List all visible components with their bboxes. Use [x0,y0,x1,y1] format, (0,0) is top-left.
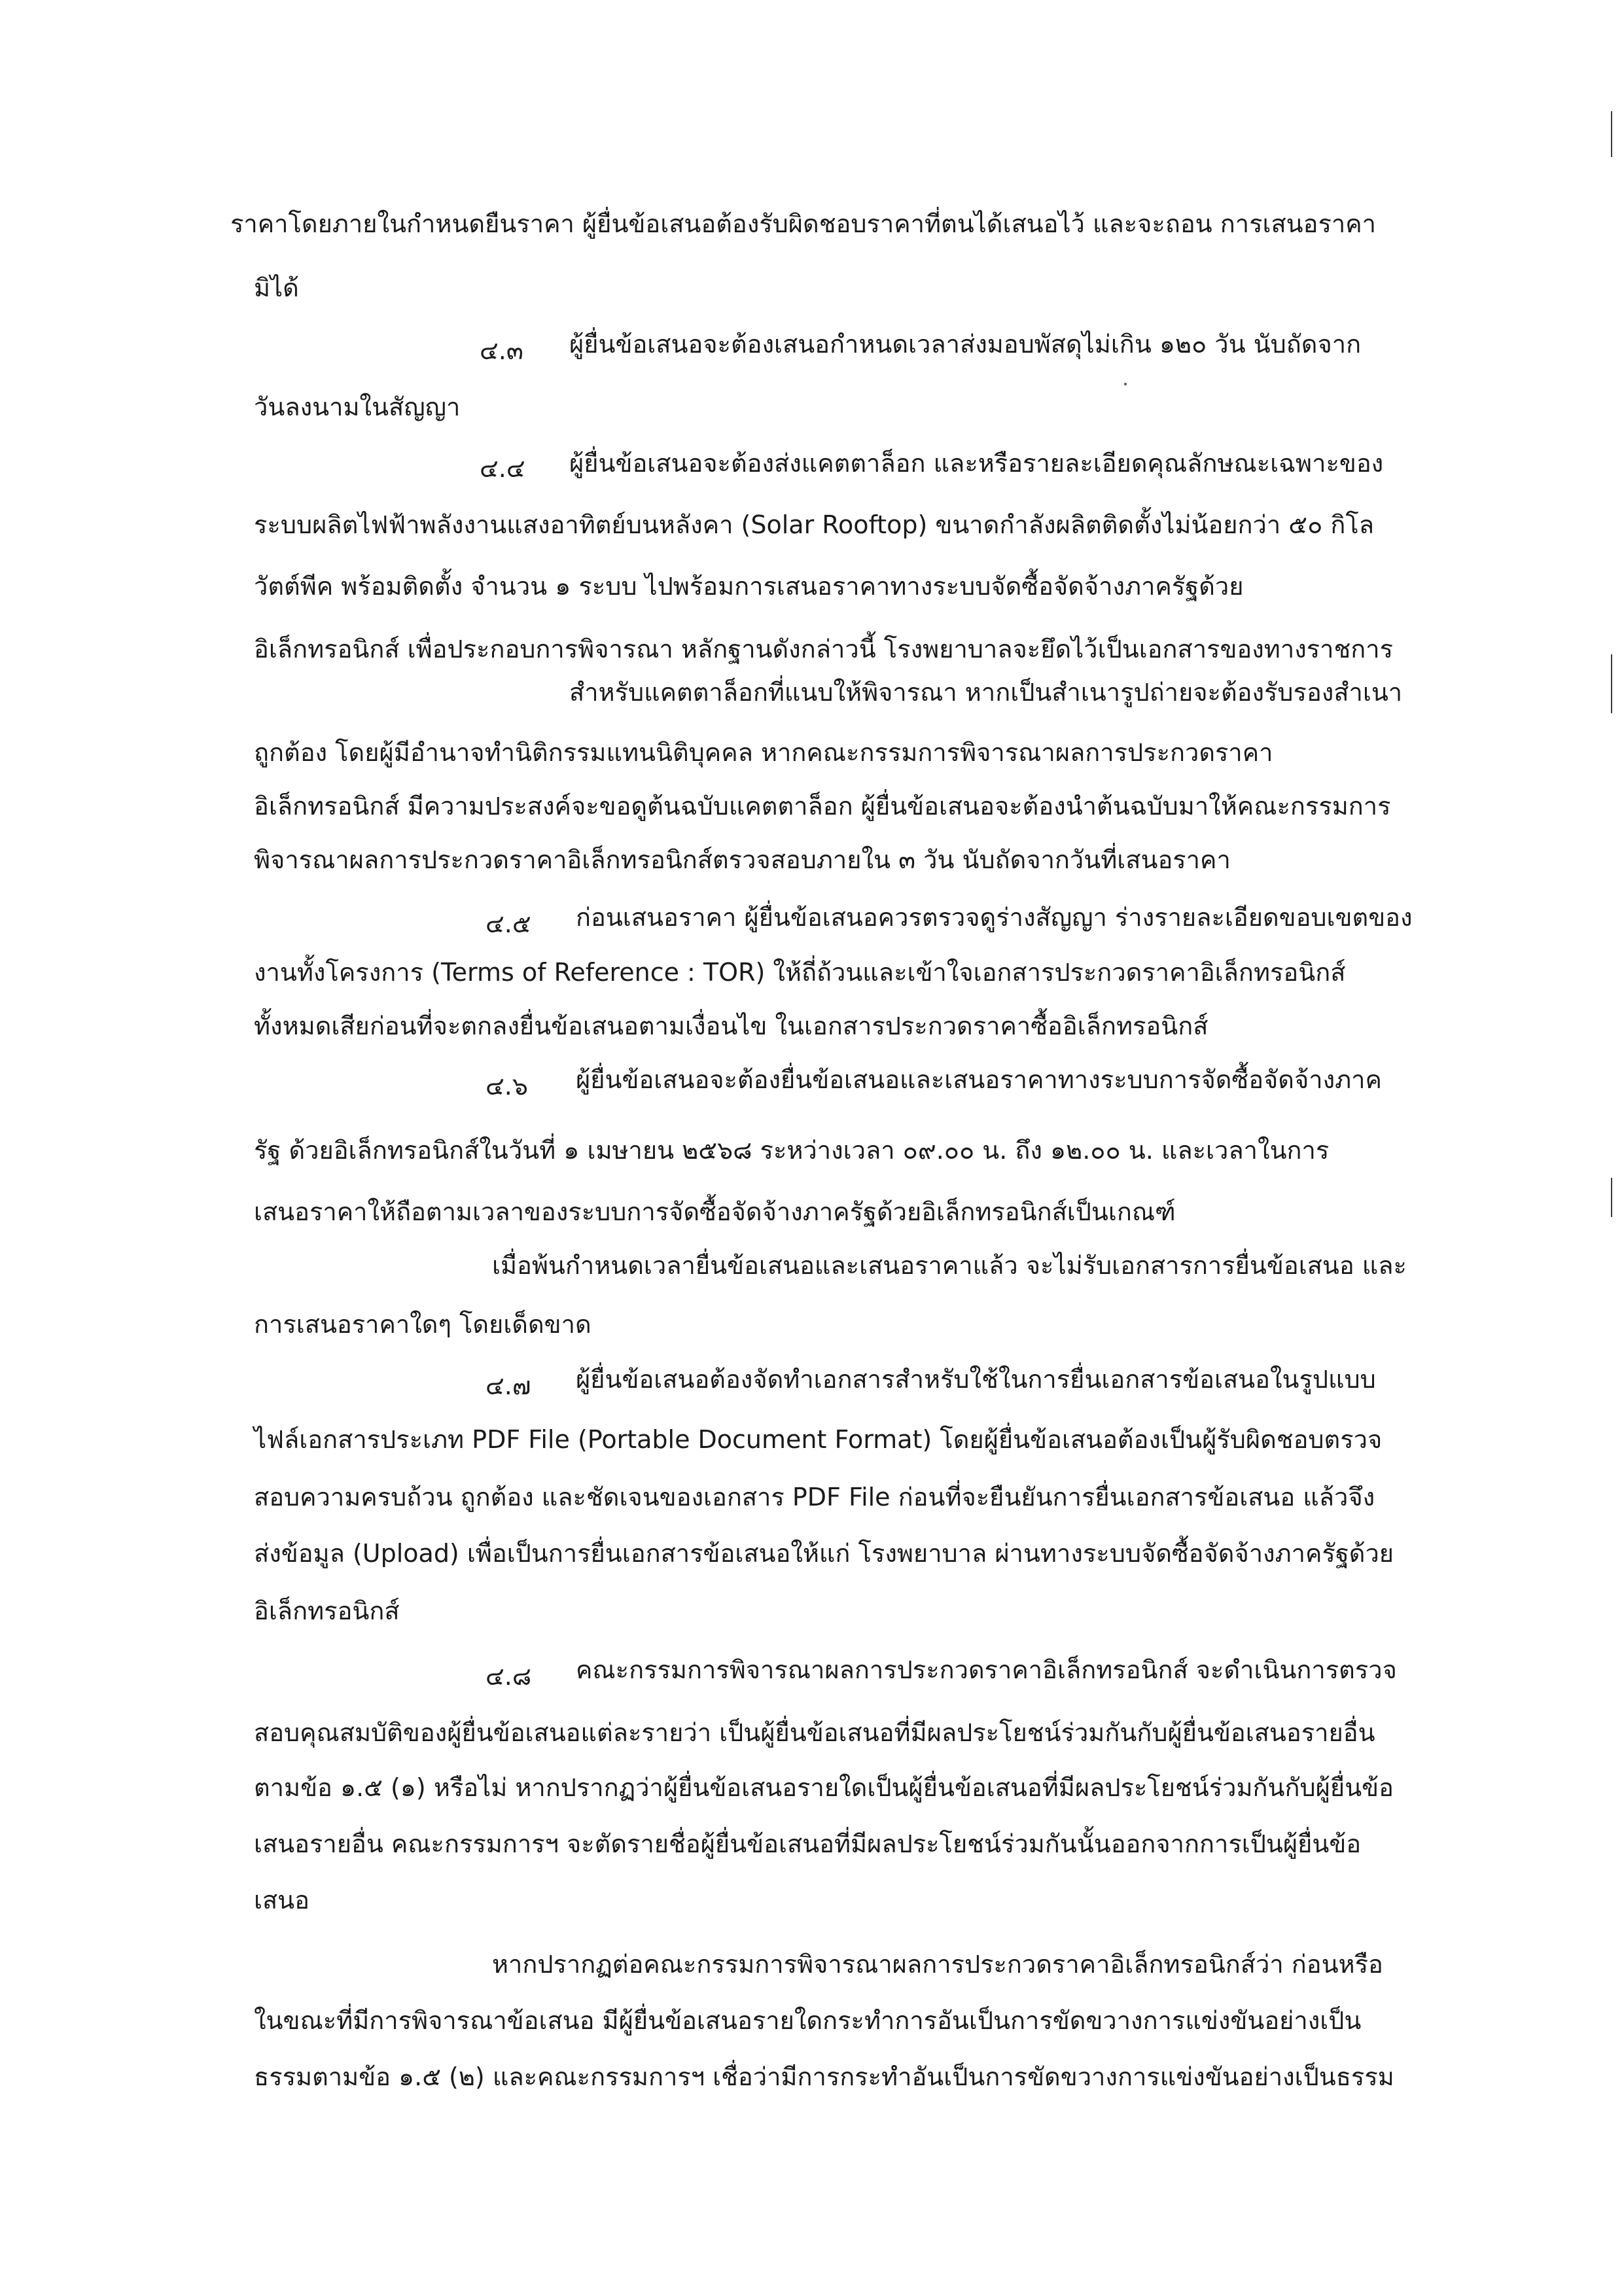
scan-edge-mark [1611,654,1612,713]
text-line: อิเล็กทรอนิกส์ มีความประสงค์จะขอดูต้นฉบับแคตตาล็อก ผู้ยื่นข้อเสนอจะต้องนำต้นฉบับมาให้คณะกรรมการ [254,792,1391,821]
text-line: สอบคุณสมบัติของผู้ยื่นข้อเสนอแต่ละรายว่า เป็นผู้ยื่นข้อเสนอที่มีผลประโยชน์ร่วมกันกับผู้ยื่นข้อเสนอรายอื่น [254,1718,1375,1747]
text-line: ธรรมตามข้อ ๑.๕ (๒) และคณะกรรมการฯ เชื่อว่ามีการกระทำอันเป็นการขัดขวางการแข่งขันอย่างเป็นธรรม [254,2062,1394,2091]
text-line: พิจารณาผลการประกวดราคาอิเล็กทรอนิกส์ตรวจสอบภายใน ๓ วัน นับถัดจากวันที่เสนอราคา [254,845,1231,874]
text-line: ก่อนเสนอราคา ผู้ยื่นข้อเสนอควรตรวจดูร่างสัญญา ร่างรายละเอียดขอบเขตของ [576,903,1413,932]
section-number: ๔.๕ [485,910,531,938]
text-line: รัฐ ด้วยอิเล็กทรอนิกส์ในวันที่ ๑ เมษายน ๒๕๖๘ ระหว่างเวลา ๐๙.๐๐ น. ถึง ๑๒.๐๐ น. และเวลาในการ [254,1136,1330,1165]
text-line: อิเล็กทรอนิกส์ [254,1597,400,1625]
section-number: ๔.๓ [480,336,523,365]
scan-edge-mark [1611,1178,1612,1217]
text-line: เสนอรายอื่น คณะกรรมการฯ จะตัดรายชื่อผู้ยื่นข้อเสนอที่มีผลประโยชน์ร่วมกันนั้นออกจากการเป็นผู้ยื่นข้อ [254,1829,1362,1858]
text-line: ในขณะที่มีการพิจารณาข้อเสนอ มีผู้ยื่นข้อเสนอรายใดกระทำการอันเป็นการขัดขวางการแข่งขันอย่างเป็น [254,2006,1362,2035]
text-line: ผู้ยื่นข้อเสนอจะต้องเสนอกำหนดเวลาส่งมอบพัสดุไม่เกิน ๑๒๐ วัน นับถัดจาก [569,330,1362,359]
text-line: มิได้ [254,274,299,302]
text-line: อิเล็กทรอนิกส์ เพื่อประกอบการพิจารณา หลักฐานดังกล่าวนี้ โรงพยาบาลจะยึดไว้เป็นเอกสารของทางราชการ [254,635,1394,663]
scan-edge-mark [1611,111,1612,157]
text-line: สอบความครบถ้วน ถูกต้อง และชัดเจนของเอกสาร PDF File ก่อนที่จะยืนยันการยื่นเอกสารข้อเสนอ แล้วจึง [254,1483,1375,1511]
text-line: ผู้ยื่นข้อเสนอจะต้องส่งแคตตาล็อก และหรือรายละเอียดคุณลักษณะเฉพาะของ [569,449,1384,478]
text-line: เสนอราคาให้ถือตามเวลาของระบบการจัดซื้อจัดจ้างภาครัฐด้วยอิเล็กทรอนิกส์เป็นเกณฑ์ [254,1197,1176,1226]
scan-speck [1124,383,1127,385]
text-line: ตามข้อ ๑.๕ (๑) หรือไม่ หากปรากฏว่าผู้ยื่นข้อเสนอรายใดเป็นผู้ยื่นข้อเสนอที่มีผลประโยชน์ร่วมกันกับผู้ยื่นข้อ [254,1773,1394,1802]
text-line: การเสนอราคาใดๆ โดยเด็ดขาด [254,1310,591,1339]
text-line: เมื่อพ้นกำหนดเวลายื่นข้อเสนอและเสนอราคาแล้ว จะไม่รับเอกสารการยื่นข้อเสนอ และ [492,1251,1407,1280]
text-line: ผู้ยื่นข้อเสนอต้องจัดทำเอกสารสำหรับใช้ในการยื่นเอกสารข้อเสนอในรูปแบบ [576,1365,1376,1394]
text-line: วัตต์พีค พร้อมติดตั้ง จำนวน ๑ ระบบ ไปพร้อมการเสนอราคาทางระบบจัดซื้อจัดจ้างภาครัฐด้วย [254,572,1244,601]
text-line: ส่งข้อมูล (Upload) เพื่อเป็นการยื่นเอกสารข้อเสนอให้แก่ โรงพยาบาล ผ่านทางระบบจัดซื้อจัดจ้างภาครัฐด้วย [254,1539,1394,1568]
section-number: ๔.๘ [485,1662,532,1691]
text-line: เสนอ [254,1886,309,1915]
text-line: วันลงนามในสัญญา [254,393,461,421]
text-line: ระบบผลิตไฟฟ้าพลังงานแสงอาทิตย์บนหลังคา (Solar Rooftop) ขนาดกำลังผลิตติดตั้งไม่น้อยกว่า ๕๐ กิโล [254,510,1375,539]
text-line: คณะกรรมการพิจารณาผลการประกวดราคาอิเล็กทรอนิกส์ จะดำเนินการตรวจ [576,1655,1397,1684]
section-number: ๔.๖ [485,1072,528,1101]
section-number: ๔.๔ [480,454,525,483]
text-line: หากปรากฏต่อคณะกรรมการพิจารณาผลการประกวดราคาอิเล็กทรอนิกส์ว่า ก่อนหรือ [492,1950,1383,1979]
section-number: ๔.๗ [485,1371,531,1400]
text-line: ถูกต้อง โดยผู้มีอำนาจทำนิติกรรมแทนนิติบุคคล หากคณะกรรมการพิจารณาผลการประกวดราคา [254,738,1273,767]
text-line: ผู้ยื่นข้อเสนอจะต้องยื่นข้อเสนอและเสนอราคาทางระบบการจัดซื้อจัดจ้างภาค [576,1065,1382,1094]
text-line: ทั้งหมดเสียก่อนที่จะตกลงยื่นข้อเสนอตามเงื่อนไข ในเอกสารประกวดราคาซื้ออิเล็กทรอนิกส์ [254,1012,1209,1040]
text-line: ไฟล์เอกสารประเภท PDF File (Portable Document Format) โดยผู้ยื่นข้อเสนอต้องเป็นผู้รับผิดชอบตรวจ [254,1425,1383,1454]
text-line: งานทั้งโครงการ (Terms of Reference : TOR) ให้ถี่ถ้วนและเข้าใจเอกสารประกวดราคาอิเล็กทรอนิกส์ [254,958,1346,987]
text-line: สำหรับแคตตาล็อกที่แนบให้พิจารณา หากเป็นสำเนารูปถ่ายจะต้องรับรองสำเนา [569,678,1403,707]
text-line: ราคาโดยภายในกำหนดยืนราคา ผู้ยื่นข้อเสนอต้องรับผิดชอบราคาที่ตนได้เสนอไว้ และจะถอน การเสนอราคา [230,209,1376,238]
